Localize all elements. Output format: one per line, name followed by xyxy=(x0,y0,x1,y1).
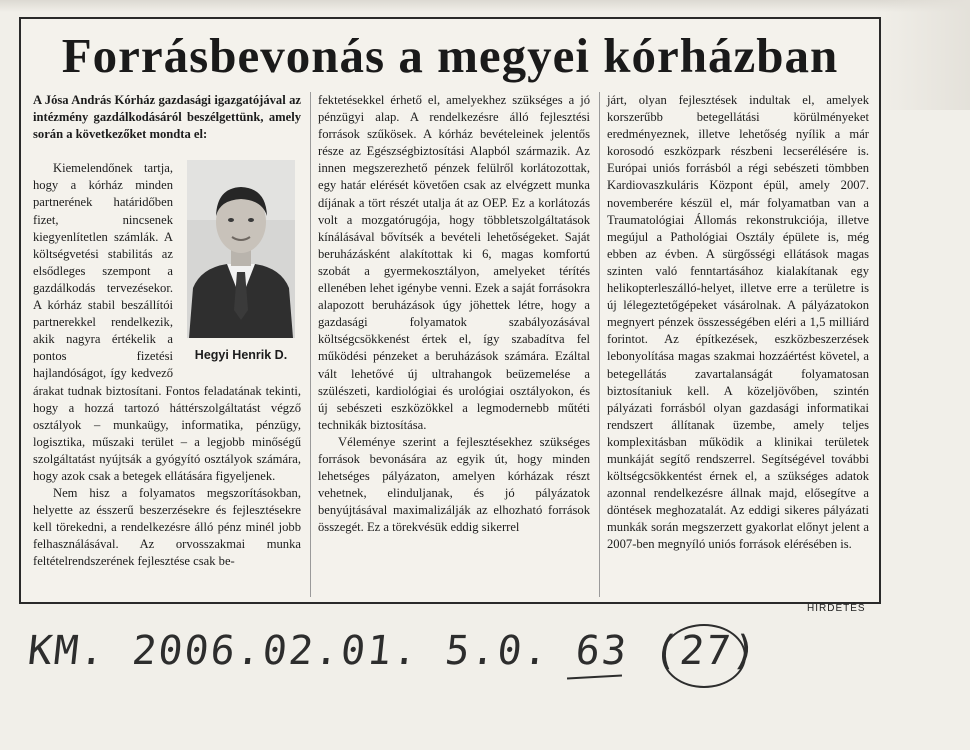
article-headline: Forrásbevonás a megyei kórházban xyxy=(61,28,839,83)
article-paragraph: fektetésekkel érhető el, amelyekhez szükséges a jó pénzügyi alap. A rendelkezésre álló fejlesztési források szűkösek. A kórház bevételeinek jelentős része az Egészségbiztosítási Alapból származik. Az innen megszerezhető pénzek felülről korlátozottak, egy határ elérését követően csak az elvégzett munka díjának a tört részét utalja át az OEP. Ez a korlátozás volt a mozgatórugója, hogy többletszolgáltatások kínálásával bővítsék a bevételi lehetőségeket. Saját beruházásként alakítottak ki 6, magas komfortú szobát a gyermekosztályon, amelyeket térítés ellenében lehet igénybe venni. Ezek a saját forrásokra alapozott beruházások úgy jöhettek létre, hogy a gazdasági folyamatok szabályozásával költségcsökkenést értek el, így szabadítva fel működési pénzeket a beruházások számára. Ezáltal vált lehetővé új ultrahangok beüzemelése a szülészeti, kardiológiai és urológiai osztályokon, és új sebészeti eszközökkel a legmodernebb műtéti technikák biztosítása. xyxy=(318,93,590,432)
article-paragraph: Kiemelendőnek tartja, hogy a kórház minden partnerének határidőben fizet, nincsenek kiegyenlítetlen számlák. A költségvetési stabilitás az elsődleges szempont a gazdálkodás tervezésekor. A kórház stabil beszállítói partnerekkel rendelkezik, akik nagyra értékelik a pontos fizetési hajlandóságot, így kedvező árakat tudnak biztosítani. Fontos feladatának tekinti, hogy a hozzá tartozó háttérszolgáltatást végző osztályok – munkaügy, informatika, pénzügy, logisztika, műszaki terület – a legjobb minőségű szolgáltatást nyújtsák a gyógyító osztályok számára, hogy azok csak a betegek ellátására figyeljenek. xyxy=(33,161,301,483)
adjacent-clipping-edge xyxy=(875,0,970,110)
portrait-caption: Hegyi Henrik D. xyxy=(194,348,288,363)
advertisement-label: HIRDETÉS xyxy=(807,603,866,614)
article-paragraph: Nem hisz a folyamatos megszorításokban, helyette az ésszerű beszerzésekre és fejlesztésekre kell törekedni, a rendelkezésre álló pénz minél jobb felhasználásával. Az orvosszakmai munka feltételrendszerének fejlesztése csak be- xyxy=(33,486,301,569)
article-paragraph: járt, olyan fejlesztések indultak el, amelyek korszerűbb betegellátási körülményeket eredményeznek, illetve lehetőség nyílik a már korosodó eszközpark részbeni lecserélésére is. Európai uniós forrásból a régi sebészeti tömbben Kardiovaszkuláris Központ épül, amely 2007. novemberére készül el, már folyamatban van a Traumatológiai Állomás rekonstrukciója, illetve megújul a Pathológiai Osztály épülete is, még ebben az évben. A sürgősségi ellátások magas szinten való fenntartásához kialakítanak egy helikopterleszálló-helyet, illetve erre a területre is új lélegeztetőgépeket vásárolnak. A pályázatokon megnyert pénzek összességében eléri a 1,5 milliárd forintot. Az építkezések, eszközbeszerzések lebonyolítása magas szakmai hozzáértést követel, a betegellátás zavartalanságát folyamatosan biztosítaniuk kell. A közeljövőben, szintén pályázati forrásból olyan gazdasági informatikai rendszert állítanak üzembe, amely teljes komplexitásban működik a klinikai területek munkáját segítő rendszerrel. Segítségével további költségcsökkentést érnek el, a szükséges adatok azonnal rendelkezésre állnak majd, elősegítve a döntések meghozatalát. Az eddigi sikeres pályázati munkák során megszerzett gyakorlat előnyt jelent a 2007-ben megnyíló uniós források elérésében is. xyxy=(607,93,869,552)
handwritten-circle xyxy=(662,624,746,688)
handwritten-archive-note: KM. 2006.02.01. 5.0. 63 (27) xyxy=(25,628,761,674)
handwritten-underline xyxy=(567,675,622,680)
article-column-2 xyxy=(318,92,590,536)
column-rule xyxy=(599,92,600,597)
previous-page-bleed xyxy=(0,0,970,12)
portrait-figure xyxy=(181,160,301,366)
column-rule xyxy=(310,92,311,597)
portrait-photo xyxy=(187,160,295,338)
article-column-3 xyxy=(607,92,869,554)
article-lead: A Jósa András Kórház gazdasági igazgatójával az intézmény gazdálkodásáról beszélgettünk, amely során a következőket mondta el: xyxy=(33,93,301,142)
article-paragraph: Véleménye szerint a fejlesztésekhez szükséges források bevonására az egyik út, hogy minden lehetséges pályázaton, amelyen kórházak részt vehetnek, elinduljanak, és jó pályázatok benyújtásával maximalizálják az elhozható források összegét. Ez a törekvésük eddig sikerrel xyxy=(318,434,590,535)
portrait-man-icon xyxy=(187,160,295,338)
article-frame xyxy=(19,17,881,604)
article-column-1 xyxy=(33,92,301,571)
